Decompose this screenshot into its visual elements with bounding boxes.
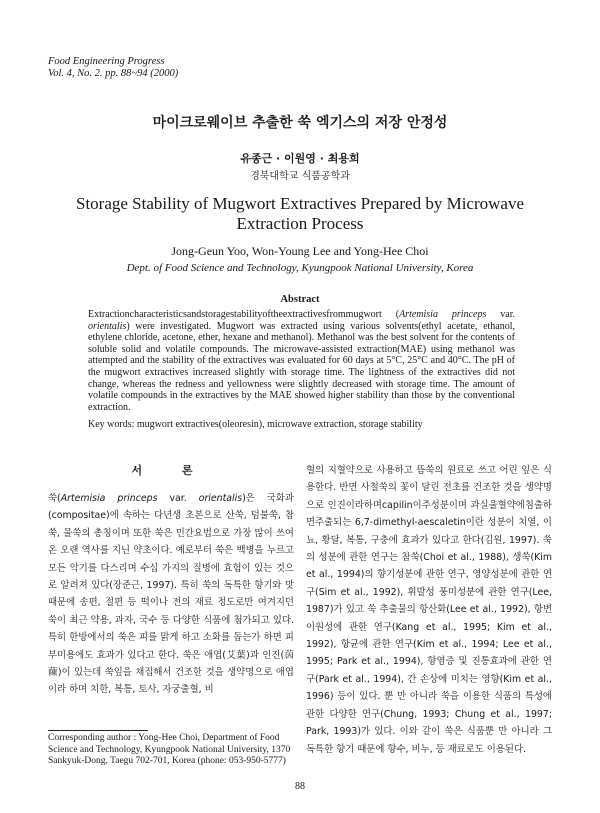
left-column-text xyxy=(48,490,294,699)
section-heading-introduction: 서 론 xyxy=(131,464,211,477)
page-number: 88 xyxy=(295,781,305,792)
intro-start: 쑥( xyxy=(48,493,61,504)
affiliation-korean: 경북대학교 식품공학과 xyxy=(250,171,350,182)
abstract-variety: orientalis xyxy=(88,320,127,332)
intro-var: var. xyxy=(157,493,199,504)
journal-name: Food Engineering Progress xyxy=(48,56,165,67)
abstract-heading: Abstract xyxy=(280,294,320,305)
keywords: Key words: mugwort extractives(oleoresin), microwave extraction, storage stability xyxy=(88,419,423,430)
abstract-text-rest: ) were investigated. Mugwort was extracted using various solvents(ethyl acetate, ethanol, ethylene chloride, acetone, ether, hexane and methanol). Methanol was the best solvent for the contents of soluble solid and volatile compounds. The microwave-assisted extraction(MAE) using methanol was attempted and the stability of the extractives was evaluated for 60 days at 5°C, 25°C and 40°C. The pH of the mugwort extractives increased slightly with storage time. The lightness of the extractives did not change, whereas the redness and yellowness were slightly decreased with storage time. The amount of volatile compounds in the extractives by the MAE showed higher stability than those by the conventional extraction. xyxy=(88,320,515,413)
title-english: Storage Stability of Mugwort Extractives Prepared by Microwave Extraction Process xyxy=(75,194,525,233)
intro-variety: orientalis xyxy=(198,493,243,504)
footnote-divider xyxy=(48,730,148,731)
corresponding-author-footnote: Corresponding author : Yong-Hee Choi, Department of Food Science and Technology, Kyungpook National University, 1370 Sankyuk-Dong, Taegu 702-701, Korea (phone: 053-950-5777) xyxy=(48,733,291,767)
journal-volume: Vol. 4, No. 2. pp. 88~94 (2000) xyxy=(48,68,179,79)
intro-rest: )은 국화과(compositae)에 속하는 다년생 초본으로 산쑥, 덤불쑥, 참쑥, 물쑥의 총칭이며 또한 쑥은 민간요법으로 가장 많이 쓰여온 오랜 역사를 지닌 약초이다. 예로부터 쑥은 백병을 누르고 모든 악기를 다스리며 수십 가지의 질병에 효험이 있는 것으로 알려져 있다(장준근, 1997). 특히 쑥의 독특한 향기와 맛 때문에 송편, 절편 등 떡이나 전의 재료 정도로만 여겨지던 쑥이 최근 약용, 과자, 국수 등 다양한 식품에 첨가되고 있다. 특히 한방에서의 쑥은 피를 맑게 하고 소화를 돕는가 하면 피부미용에도 효과가 있다고 한다. 쑥은 애엽(艾葉)과 인진(茵蔯)이 있는데 쑥잎을 채집해서 건조한 것을 생약명으로 애엽이라 하며 치한, 복통, 토사, 자궁출혈, 비 xyxy=(48,493,294,696)
authors-english: Jong-Geun Yoo, Won-Young Lee and Yong-Hee Choi xyxy=(171,244,429,258)
right-column-text: 혈의 지혈약으로 사용하고 뜸쑥의 원료로 쓰고 어린 잎은 식용한다. 반면 사철쑥의 꽃이 달린 전초를 건조한 것을 생약명으로 인진이라하며capilin이주성분이며 과실울혈약에침출하면주출되는 6,7-dimethyl-aescaletin이란 성분이 치열, 이뇨, 황달, 복통, 구충에 효과가 있다고 한다(김원, 1997). 쑥의 성분에 관한 연구는 참쑥(Choi et al., 1988), 생쑥(Kim et al., 1994)의 향기성분에 관한 연구, 영양성분에 관한 연구(Sim et al., 1992), 휘발성 풍미성분에 관한 연구(Lee, 1987)가 있고 쑥 추출물의 항산화(Lee et al., 1992), 항변이원성에 관한 연구(Kang et al., 1995; Kim et al., 1992), 항균에 관한 연구(Kim et al., 1994; Lee et al., 1995; Park et al., 1994), 향염증 및 진통효과에 관한 연구(Park et al., 1994), 간 손상에 미치는 영향(Kim et al., 1996) 등이 있다. 뿐 만 아니라 쑥을 이용한 식품의 특성에 관한 다양한 연구(Chung, 1993; Chung et al., 1997; Park, 1993)가 있다. 이와 같이 쑥은 식품뿐 만 아니라 그 독특한 향기 때문에 향수, 비누, 등 재료로도 이용된다. xyxy=(306,465,552,755)
intro-species: Artemisia princeps xyxy=(60,493,158,504)
abstract-species: Artemisia princeps xyxy=(399,309,487,320)
abstract-var: var. xyxy=(486,309,516,320)
journal-info xyxy=(48,56,178,80)
affiliation-english: Dept. of Food Science and Technology, Kyungpook National University, Korea xyxy=(126,262,474,274)
authors-korean: 유종근 · 이원영 · 최용희 xyxy=(240,152,360,165)
abstract-text xyxy=(88,309,515,413)
abstract-text-start: Extractioncharacteristicsandstoragestabilityoftheextractivesfrommugwort ( xyxy=(88,309,400,320)
title-korean: 마이크로웨이브 추출한 쑥 엑기스의 저장 안정성 xyxy=(152,115,448,131)
